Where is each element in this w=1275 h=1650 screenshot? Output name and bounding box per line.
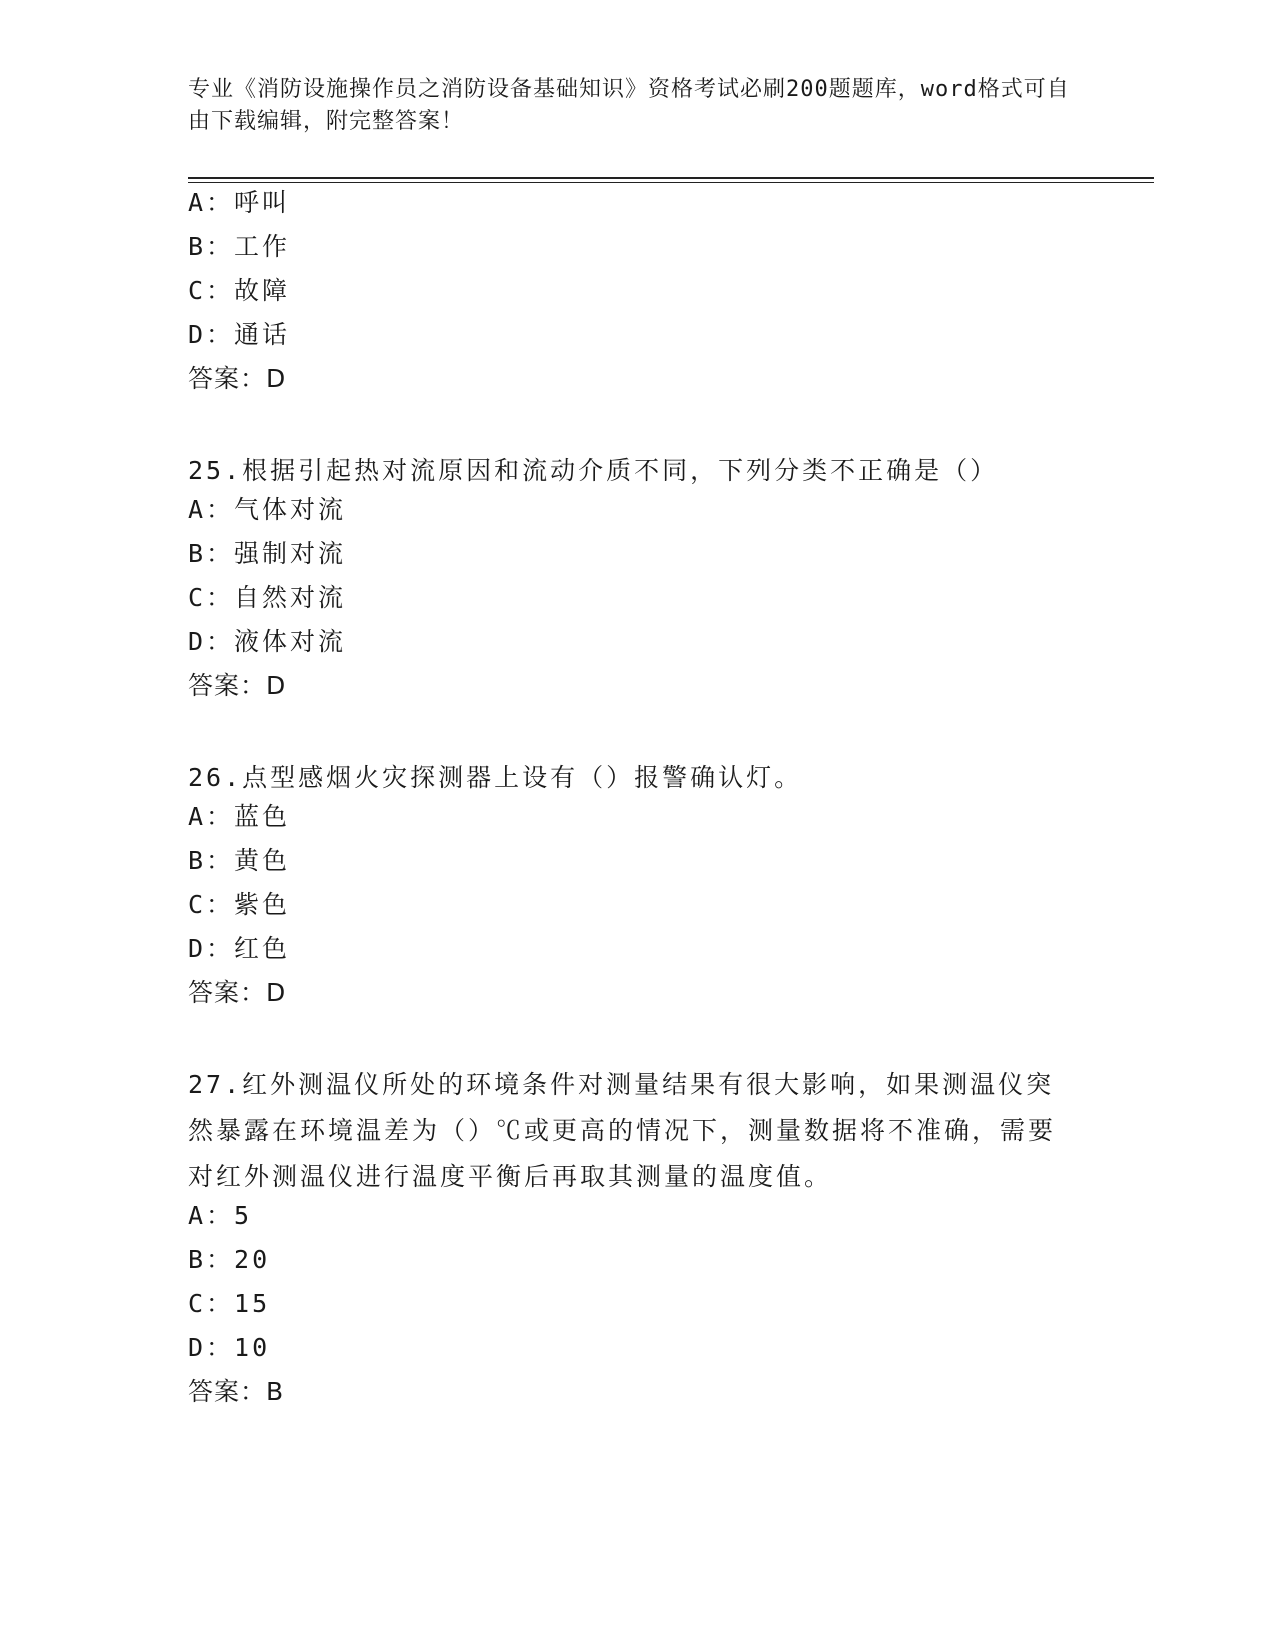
question-25-option-d: D：液体对流 <box>188 627 347 656</box>
document-header: 专业《消防设施操作员之消防设备基础知识》资格考试必刷200题题库，word格式可自由下载编辑，附完整答案！ <box>188 77 1070 134</box>
question-24-option-d: D：通话 <box>188 320 291 349</box>
question-25-option-b: B：强制对流 <box>188 539 347 568</box>
question-25-option-c: C：自然对流 <box>188 583 347 612</box>
question-25-answer: 答案：D <box>188 671 287 700</box>
question-26-option-c: C：紫色 <box>188 890 291 919</box>
question-26-option-a: A：蓝色 <box>188 802 291 831</box>
question-27-stem: 27.红外测温仪所处的环境条件对测量结果有很大影响，如果测温仪突然暴露在环境温差为（）℃或更高的情况下，测量数据将不准确，需要对红外测温仪进行温度平衡后再取其测量的温度值。 <box>188 1070 1057 1191</box>
question-25-option-a: A：气体对流 <box>188 495 347 524</box>
question-27-answer: 答案：B <box>188 1377 285 1406</box>
question-24-option-b: B：工作 <box>188 232 291 261</box>
question-24-answer: 答案：D <box>188 364 287 393</box>
question-26-option-d: D：红色 <box>188 934 291 963</box>
header-divider-thin <box>188 182 1154 183</box>
question-27-option-c: C：15 <box>188 1289 271 1318</box>
question-26-answer: 答案：D <box>188 978 287 1007</box>
question-27-option-b: B：20 <box>188 1245 271 1274</box>
question-24-option-c: C：故障 <box>188 276 291 305</box>
question-27-option-a: A：5 <box>188 1201 253 1230</box>
question-26-option-b: B：黄色 <box>188 846 291 875</box>
question-26-stem: 26.点型感烟火灾探测器上设有（）报警确认灯。 <box>188 763 803 792</box>
question-25-stem: 25.根据引起热对流原因和流动介质不同，下列分类不正确是（） <box>188 456 999 485</box>
header-divider-thick <box>188 177 1154 179</box>
question-27-option-d: D：10 <box>188 1333 271 1362</box>
question-24-option-a: A：呼叫 <box>188 188 291 217</box>
